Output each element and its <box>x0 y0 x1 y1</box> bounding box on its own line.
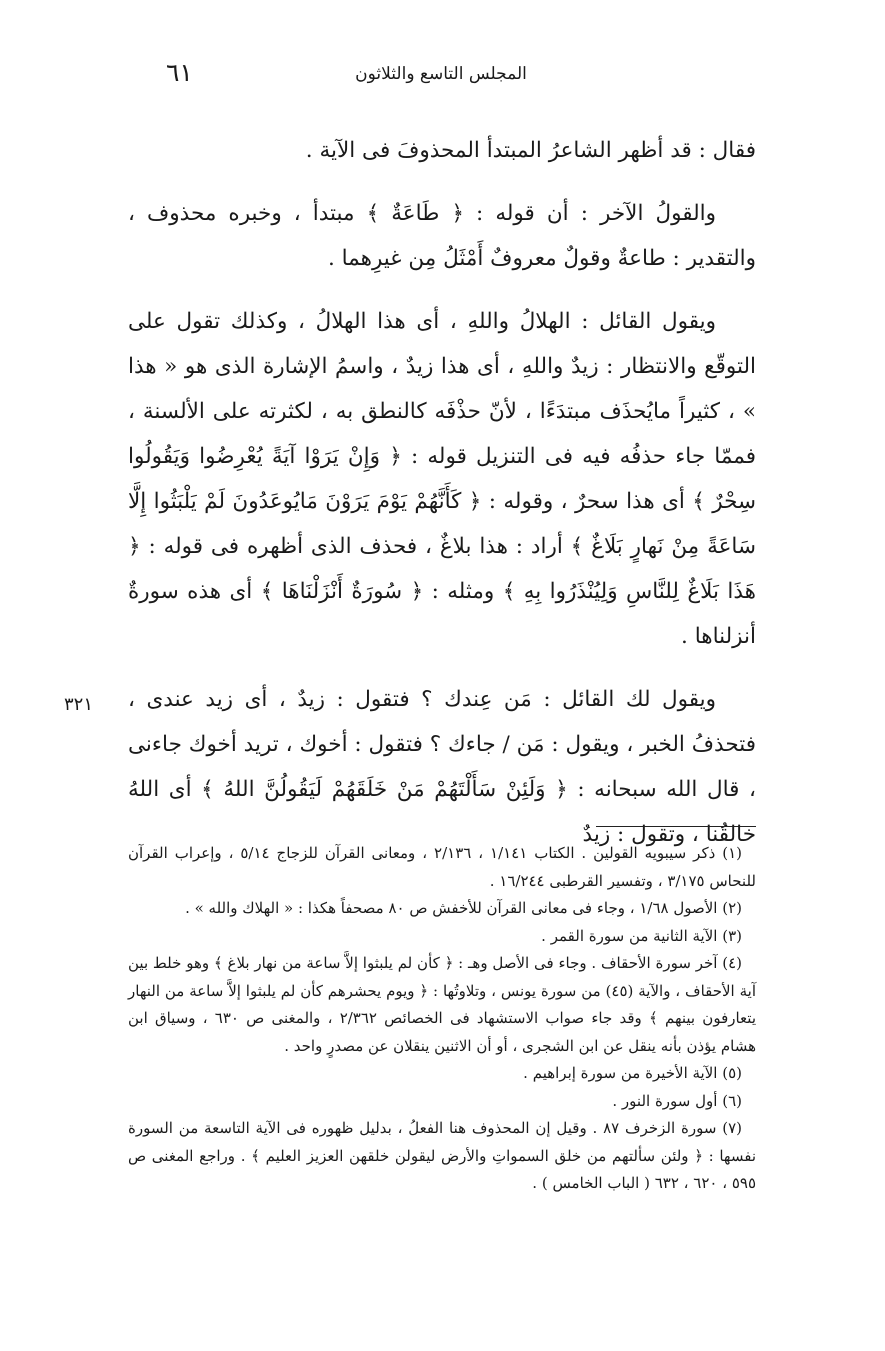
footnote-separator <box>596 826 756 827</box>
footnote: (٣) الآية الثانية من سورة القمر . <box>541 926 742 945</box>
footnotes <box>128 840 756 1198</box>
page-number: ٦١ <box>166 58 193 87</box>
footnote: (١) ذكر سيبويه القولين . الكتاب ١/١٤١ ، ٢/١٣٦ ، ومعانى القرآن للزجاج ٥/١٤ ، وإعراب القرآن للنحاس ٣/١٧٥ ، وتفسير القرطبى ١٦/٢٤٤ . <box>128 844 756 890</box>
running-title: المجلس التاسع والثلاثون <box>355 64 527 84</box>
paragraph: والقولُ الآخر : أن قوله : ﴿ طَاعَةٌ ﴾ مبتدأ ، وخبره محذوف ، والتقدير : طاعةٌ وقولٌ معروفٌ أَمْثَلُ مِن غيرِهما . <box>128 201 756 271</box>
footnote: (٢) الأصول ١/٦٨ ، وجاء فى معانى القرآن للأخفش ص ٨٠ مصحفاً هكذا : « الهلاك والله » . <box>185 899 742 917</box>
manuscript-folio-number: ٣٢١ <box>64 694 94 715</box>
footnote: (٦) أول سورة النور . <box>612 1091 742 1110</box>
paragraph: ويقول لك القائل : مَن عِندك ؟ فتقول : زيدٌ ، أى زيد عندى ، فتحذفُ الخبر ، ويقول : مَن / جاءك ؟ فتقول : أخوك ، تريد أخوك جاءنى ، قال الله سبحانه : ﴿ وَلَئِنْ سَأَلْتَهُمْ مَنْ خَلَقَهُمْ لَيَقُولُنَّ اللهُ ﴾ أى اللهُ خالقُنا ، وتقول : زيدٌ <box>128 687 756 847</box>
footnote: (٤) آخر سورة الأحقاف . وجاء فى الأصل وهـ : ﴿ كأن لم يلبثوا إلاَّ ساعة من نهار بلاغ ﴾ وهو خلط بين آية الأحقاف ، والآية (٤٥) من سورة يونس ، وتلاوتُها : ﴿ ويوم يحشرهم كأن لم يلبثوا إلاَّ ساعة من النهار يتعارفون بينهم ﴾ وقد جاء صواب الاستشهاد فى الخصائص ٢/٣٦٢ ، والمغنى ص ٦٣٠ ، وسياق ابن هشام يؤذن بأنه ينقل عن ابن الشجرى ، أو أن الاثنين ينقلان عن مصدرٍ واحد . <box>128 954 756 1055</box>
main-text <box>128 128 756 857</box>
page-header <box>130 58 752 92</box>
footnote: (٥) الآية الأخيرة من سورة إبراهيم . <box>523 1064 742 1082</box>
paragraph: فقال : قد أظهر الشاعرُ المبتدأ المحذوفَ فى الآية . <box>305 138 756 163</box>
paragraph: ويقول القائل : الهلالُ واللهِ ، أى هذا الهلالُ ، وكذلك تقول على التوقّع والانتظار : زيدٌ واللهِ ، أى هذا زيدٌ ، واسمُ الإشارة الذى هو « هذا » ، كثيراً مايُحذَف مبتدَءًا ، لأنّ حذْفَه كالنطق به ، لكثرته على الألسنة ، فممّا جاء حذفُه فيه فى التنزيل قوله : ﴿ وَإِنْ يَرَوْا آيَةً يُعْرِضُوا وَيَقُولُوا سِحْرٌ ﴾ أى هذا سحرٌ ، وقوله : ﴿ كَأَنَّهُمْ يَوْمَ يَرَوْنَ مَايُوعَدُونَ لَمْ يَلْبَثُوا إِلَّا سَاعَةً مِنْ نَهارٍ بَلَاغٌ ﴾ أراد : هذا بلاغٌ ، فحذف الذى أظهره فى قوله : ﴿ هَذَا بَلَاغٌ لِلنَّاسِ وَلِيُنْذَرُوا بِهِ ﴾ ومثله : ﴿ سُورَةٌ أَنْزَلْنَاهَا ﴾ أى هذه سورةٌ أنزلناها . <box>128 309 756 649</box>
footnote: (٧) سورة الزخرف ٨٧ . وقيل إن المحذوف هنا الفعلُ ، بدليل ظهوره فى الآية التاسعة من السورة نفسها : ﴿ ولئن سألتهم من خلق السمواتِ والأرض ليقولن خلقهن العزيز العليم ﴾ . وراجع المغنى ص ٥٩٥ ، ٦٢٠ ، ٦٣٢ ( الباب الخامس ) . <box>128 1119 756 1192</box>
